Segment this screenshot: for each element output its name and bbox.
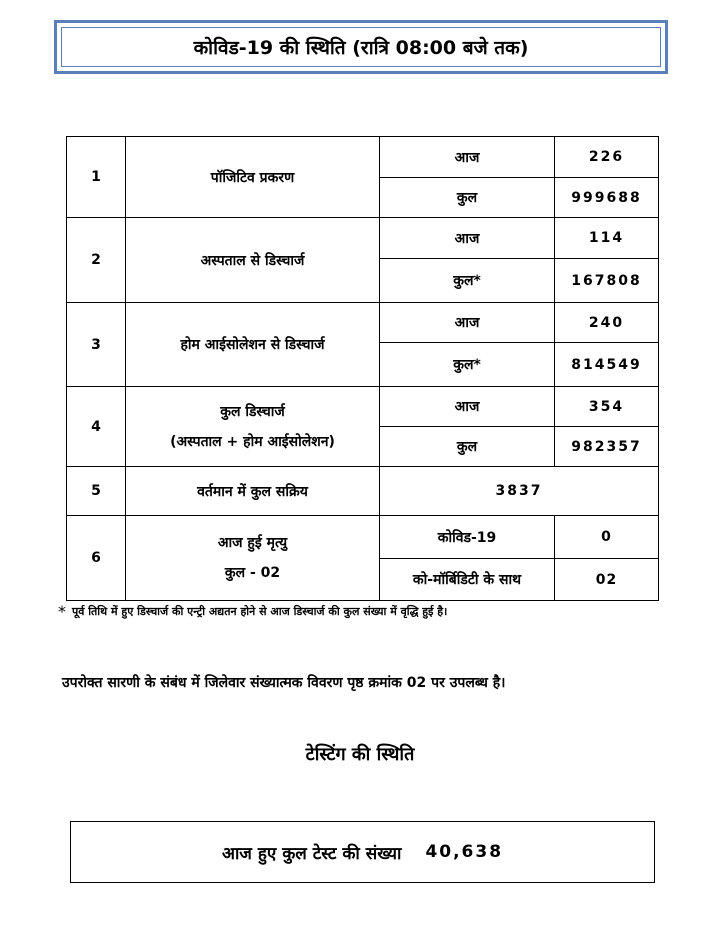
- today-value: 226: [555, 137, 659, 178]
- row-serial: 3: [67, 303, 126, 387]
- row-label-line1: कुल डिस्चार्ज: [220, 403, 285, 420]
- row-label-line2: (अस्पताल + होम आईसोलेशन): [170, 433, 335, 450]
- test-count-label: आज हुए कुल टेस्ट की संख्या: [221, 843, 402, 864]
- testing-heading: टेस्टिंग की स्थिति: [305, 744, 415, 765]
- title-box: [54, 20, 668, 74]
- reference-note: उपरोक्त सारणी के संबंध में जिलेवार संख्यात्मक विवरण पृष्ठ क्रमांक 02 पर उपलब्ध है।: [62, 675, 506, 691]
- table-row: [67, 137, 659, 178]
- total-value: 814549: [555, 343, 659, 387]
- row-label: पॉजिटिव प्रकरण: [126, 137, 380, 218]
- row-label: होम आईसोलेशन से डिस्चार्ज: [126, 303, 380, 387]
- page-title: कोविड-19 की स्थिति (रात्रि 08:00 बजे तक): [61, 27, 661, 67]
- today-value: 114: [555, 218, 659, 259]
- footnote: [58, 602, 447, 621]
- today-value: 240: [555, 303, 659, 343]
- footnote-text: पूर्व तिथि में हुए डिस्चार्ज की एन्ट्री अद्यतन होने से आज डिस्चार्ज की कुल संख्या में वृद्धि हुई है।: [72, 605, 448, 618]
- covid-status-table: [66, 136, 659, 601]
- test-count-value: 40,638: [425, 842, 504, 862]
- row-label: [126, 387, 380, 467]
- row-serial: 1: [67, 137, 126, 218]
- row-label: [126, 516, 380, 601]
- total-label: कुल: [380, 178, 555, 218]
- table-row: [67, 387, 659, 427]
- row-label-line2: कुल - 02: [224, 565, 281, 581]
- row-label-line1: आज हुई मृत्यु: [217, 535, 288, 551]
- today-value: 354: [555, 387, 659, 427]
- row-serial: 5: [67, 467, 126, 516]
- total-label: कुल*: [380, 259, 555, 303]
- today-label: आज: [380, 387, 555, 427]
- total-label: कुल*: [380, 343, 555, 387]
- row-label: वर्तमान में कुल सक्रिय: [126, 467, 380, 516]
- table-row: [67, 516, 659, 559]
- today-label: आज: [380, 218, 555, 259]
- total-value: 999688: [555, 178, 659, 218]
- table-row: [67, 467, 659, 516]
- test-count-box: [70, 821, 655, 883]
- covid-death-label: कोविड-19: [380, 516, 555, 559]
- comorbid-death-value: 02: [555, 559, 659, 601]
- total-value: 167808: [555, 259, 659, 303]
- comorbid-death-label: को-मॉर्बिडिटी के साथ: [380, 559, 555, 601]
- active-value: 3837: [380, 467, 659, 516]
- row-serial: 2: [67, 218, 126, 303]
- today-label: आज: [380, 137, 555, 178]
- total-value: 982357: [555, 427, 659, 467]
- row-serial: 4: [67, 387, 126, 467]
- footnote-star: *: [58, 602, 66, 621]
- row-label: अस्पताल से डिस्चार्ज: [126, 218, 380, 303]
- row-serial: 6: [67, 516, 126, 601]
- table-row: [67, 218, 659, 259]
- table-row: [67, 303, 659, 343]
- covid-death-value: 0: [555, 516, 659, 559]
- today-label: आज: [380, 303, 555, 343]
- total-label: कुल: [380, 427, 555, 467]
